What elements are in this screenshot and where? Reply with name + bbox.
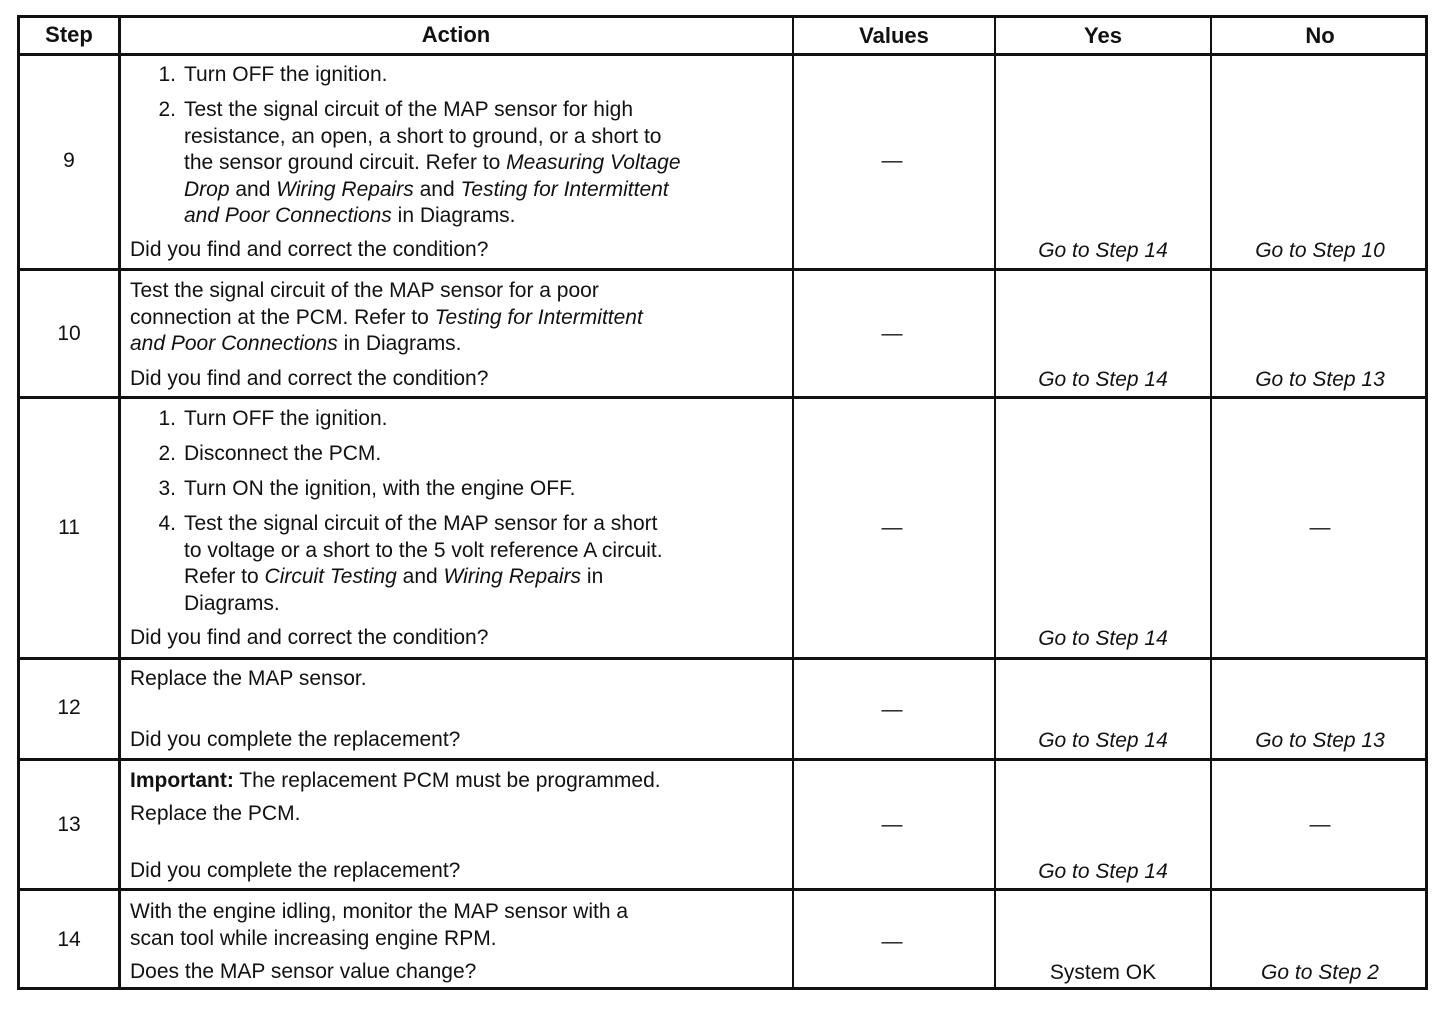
action-text: and Poor Connections in Diagrams. (184, 204, 516, 227)
no-cell: Go to Step 13 (1255, 729, 1385, 752)
action-text: Replace the MAP sensor. (130, 667, 367, 690)
no-cell: — (1309, 813, 1331, 836)
value-cell: — (881, 698, 903, 721)
value-cell: — (881, 813, 903, 836)
row-divider (20, 396, 1425, 399)
yes-cell: Go to Step 14 (1038, 627, 1168, 650)
action-text: to voltage or a short to the 5 volt reference A circuit. (184, 538, 663, 562)
step-number: 9 (63, 149, 75, 172)
column-divider (118, 18, 121, 987)
question-text: Did you find and correct the condition? (130, 626, 489, 649)
action-item: 1. Turn OFF the ignition. (158, 407, 388, 430)
row-divider (20, 758, 1425, 761)
action-text: connection at the PCM. Refer to Testing for Intermittent (130, 305, 643, 329)
action-text: Test the signal circuit of the MAP sensor for a poor (130, 279, 599, 302)
action-item: 2. Test the signal circuit of the MAP sensor for high (158, 98, 633, 121)
important-note: Important: The replacement PCM must be programmed. (130, 769, 661, 792)
row-divider (20, 657, 1425, 660)
value-cell: — (881, 322, 903, 345)
header-action: Action (421, 22, 491, 47)
action-text: scan tool while increasing engine RPM. (130, 926, 497, 950)
header-values: Values (859, 23, 929, 48)
step-number: 11 (58, 516, 80, 539)
action-text: the sensor ground circuit. Refer to Measuring Voltage (184, 151, 681, 174)
action-item: 2. Disconnect the PCM. (158, 442, 382, 465)
no-cell: Go to Step 2 (1261, 961, 1379, 984)
action-text: Diagrams. (184, 591, 280, 615)
no-cell: Go to Step 13 (1255, 368, 1385, 391)
value-cell: — (881, 516, 903, 539)
yes-cell: Go to Step 14 (1038, 239, 1168, 262)
step-number: 14 (57, 928, 81, 951)
header-step: Step (45, 22, 93, 47)
action-text: Refer to Circuit Testing and Wiring Repairs in (184, 565, 604, 588)
action-item: 4. Test the signal circuit of the MAP sensor for a short (158, 512, 658, 535)
row-divider (20, 888, 1425, 891)
question-text: Did you complete the replacement? (130, 859, 461, 882)
header-no: No (1305, 23, 1335, 48)
column-divider (994, 18, 996, 987)
row-divider (20, 53, 1425, 56)
action-text: and Poor Connections in Diagrams. (130, 332, 462, 355)
value-cell: — (881, 930, 903, 953)
column-divider (1210, 18, 1212, 987)
value-cell: — (881, 149, 903, 172)
yes-cell: Go to Step 14 (1038, 729, 1168, 752)
action-item: 1. Turn OFF the ignition. (158, 63, 388, 86)
yes-cell: Go to Step 14 (1038, 860, 1168, 883)
step-number: 13 (57, 813, 81, 836)
question-text: Did you find and correct the condition? (130, 367, 489, 390)
diagnostic-table (17, 15, 1428, 990)
header-yes: Yes (1084, 23, 1122, 48)
action-text: resistance, an open, a short to ground, or a short to (184, 124, 662, 148)
question-text: Did you find and correct the condition? (130, 238, 489, 261)
action-text: Drop and Wiring Repairs and Testing for Intermittent (184, 177, 669, 201)
action-text: With the engine idling, monitor the MAP sensor with a (130, 900, 629, 923)
step-number: 12 (57, 696, 81, 719)
action-text: Replace the PCM. (130, 802, 301, 825)
question-text: Does the MAP sensor value change? (130, 960, 477, 983)
step-number: 10 (57, 322, 81, 345)
action-item: 3. Turn ON the ignition, with the engine OFF. (158, 477, 576, 500)
row-divider (20, 268, 1425, 271)
no-cell: Go to Step 10 (1255, 239, 1385, 262)
no-cell: — (1309, 516, 1331, 539)
column-divider (792, 18, 794, 987)
yes-cell: System OK (1049, 961, 1157, 984)
question-text: Did you complete the replacement? (130, 728, 461, 751)
yes-cell: Go to Step 14 (1038, 368, 1168, 391)
